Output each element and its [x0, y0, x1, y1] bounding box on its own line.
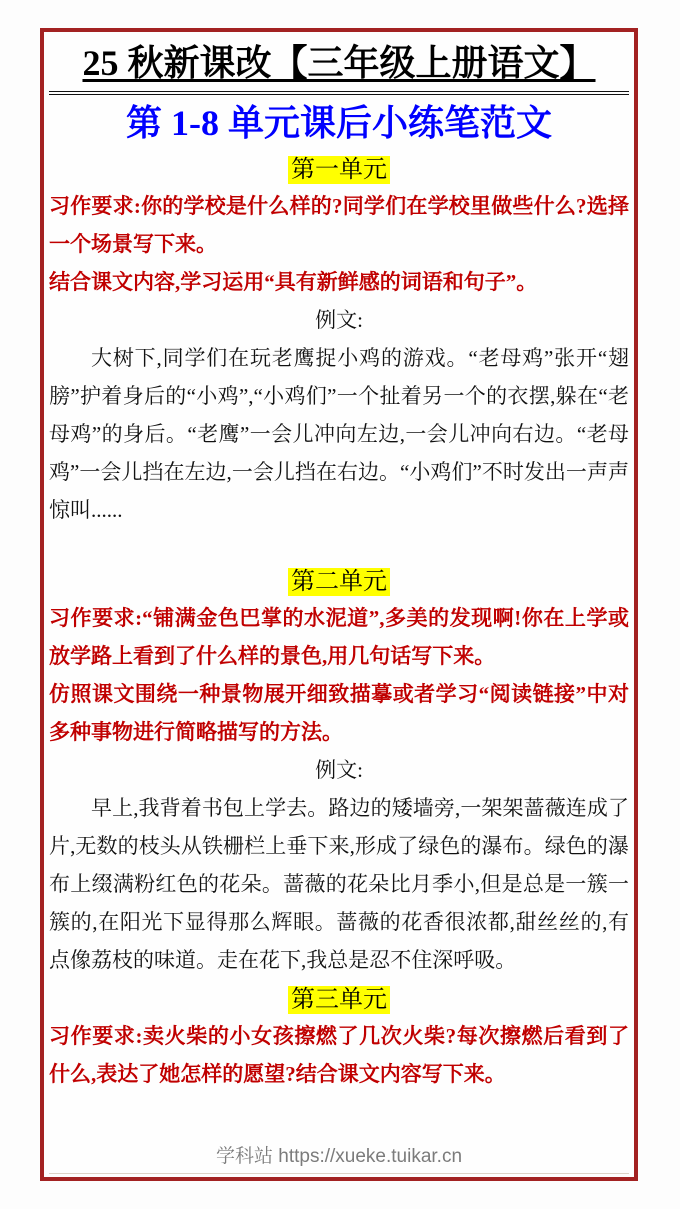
section-2-example-text: 早上,我背着书包上学去。路边的矮墙旁,一架架蔷薇连成了片,无数的枝头从铁栅栏上垂下来,形成了绿色的瀑布。绿色的瀑布上缀满粉红色的花朵。蔷薇的花朵比月季小,但是总是一簇一簇的,在阳光下显得那么辉眼。蔷薇的花香很浓都,甜丝丝的,有点像荔枝的味道。走在花下,我总是忍不住深呼吸。	[49, 796, 629, 972]
section-2-example-label: 例文:	[315, 758, 363, 782]
section-2-header	[49, 565, 629, 599]
section-1-requirement-1: 习作要求:你的学校是什么样的?同学们在学校里做些什么?选择一个场景写下来。	[49, 194, 629, 256]
page-border-frame	[40, 28, 638, 1181]
document-title: 25 秋新课改【三年级上册语文】	[82, 43, 596, 83]
section-1-header	[49, 153, 629, 187]
page-footer	[49, 1143, 629, 1174]
section-3-requirement-1: 习作要求:卖火柴的小女孩擦燃了几次火柴?每次擦燃后看到了什么,表达了她怎样的愿望?结合课文内容写下来。	[49, 1024, 629, 1086]
section-1-example-text: 大树下,同学们在玩老鹰捉小鸡的游戏。“老母鸡”张开“翅膀”护着身后的“小鸡”,“小鸡们”一个扯着另一个的衣摆,躲在“老母鸡”的身后。“老鹰”一会儿冲向左边,一会儿冲向右边。“老母鸡”一会儿挡在左边,一会儿挡在右边。“小鸡们”不时发出一声声惊叫......	[49, 346, 629, 522]
footer-watermark-text: 学科站 https://xueke.tuikar.cn	[215, 1146, 463, 1167]
section-3-title-highlight: 第三单元	[288, 986, 390, 1014]
section-1-example-label: 例文:	[315, 308, 363, 332]
section-2-title-highlight: 第二单元	[288, 568, 390, 596]
section-2-requirement-2: 仿照课文围绕一种景物展开细致描摹或者学习“阅读链接”中对多种事物进行简略描写的方法。	[49, 682, 629, 744]
section-3-header	[49, 983, 629, 1017]
section-2-requirement-1: 习作要求:“铺满金色巴掌的水泥道”,多美的发现啊!你在上学或放学路上看到了什么样的景色,用几句话写下来。	[49, 606, 629, 668]
title-block	[49, 38, 629, 95]
section-1-title-highlight: 第一单元	[288, 156, 390, 184]
document-subtitle: 第 1-8 单元课后小练笔范文	[126, 103, 552, 143]
section-1-requirement-2: 结合课文内容,学习运用“具有新鲜感的词语和句子”。	[49, 270, 538, 294]
